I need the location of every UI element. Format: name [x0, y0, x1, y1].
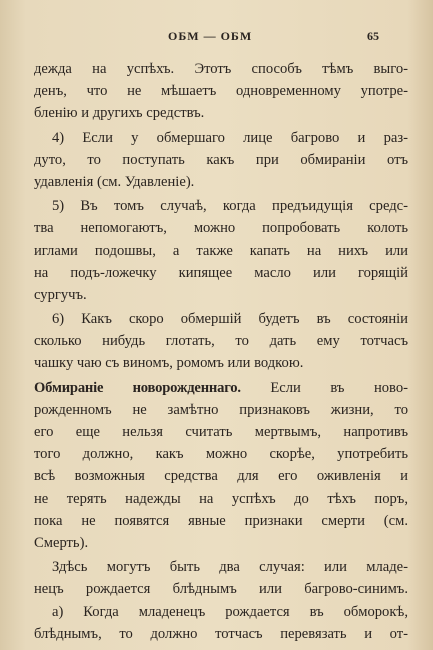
- text-line: рожденномъ не замѣтно признаковъ жизни, то: [34, 401, 408, 418]
- text-line: дежда на успѣхъ. Этотъ способъ тѣмъ выго-: [34, 61, 408, 77]
- text-line: блѣднымъ, то должно тотчасъ перевязать и от-: [34, 625, 408, 642]
- text-line: на подъ-ложечку кипящее масло или горящій: [34, 264, 408, 281]
- text-line: сколько нибудь глотать, то дать ему тотчасъ: [34, 333, 408, 350]
- running-head: [0, 29, 433, 47]
- page-number: 65: [367, 29, 379, 43]
- text-line: удавленія (см. Удавленіе).: [34, 173, 195, 190]
- text-line: дуто, то поступать какъ при обмираніи отъ: [34, 151, 408, 168]
- section-heading: Обмираніе новорожденнаго.: [34, 379, 241, 396]
- text-line: Здѣсь могутъ быть два случая: или младе-: [52, 559, 408, 576]
- text-line: сургучъ.: [34, 286, 87, 303]
- text-line: тва непомогаютъ, можно попробовать колоть: [34, 220, 408, 237]
- text-line: а) Когда младенецъ рождается въ обморокѣ,: [52, 603, 408, 620]
- text-run: Если въ ново-: [240, 379, 408, 396]
- text-line: не терять надежды на успѣхъ до тѣхъ поръ,: [34, 490, 408, 507]
- text-line: 6) Какъ скоро обмершій будетъ въ состояніи: [52, 311, 408, 328]
- text-line: чашку чаю съ виномъ, ромомъ или водкою.: [34, 355, 304, 372]
- section-heading-line: [34, 377, 408, 399]
- text-line: того должно, какъ можно скорѣе, употребить: [34, 446, 408, 463]
- text-line: его еще нельзя считать мертвымъ, напротивъ: [34, 424, 408, 440]
- text-line: бленію и другихъ средствъ.: [34, 105, 205, 122]
- body-text: [34, 58, 408, 645]
- text-line: 4) Если у обмершаго лице багрово и раз-: [52, 129, 408, 146]
- text-line: нецъ рождается блѣднымъ или багрово-синимъ.: [34, 581, 408, 598]
- text-line: денъ, что не мѣшаетъ одновременному употре-: [34, 83, 408, 100]
- text-line: Смерть).: [34, 534, 89, 551]
- text-line: пока не появятся явные признаки смерти (см.: [34, 512, 408, 529]
- text-line: 5) Въ томъ случаѣ, когда предъидущія средс-: [52, 198, 408, 215]
- text-line: иглами подошвы, а также капать на нихъ или: [34, 242, 408, 259]
- running-title: ОБМ — ОБМ: [168, 29, 253, 43]
- text-line: всѣ возможныя средства для его оживленія и: [34, 468, 408, 485]
